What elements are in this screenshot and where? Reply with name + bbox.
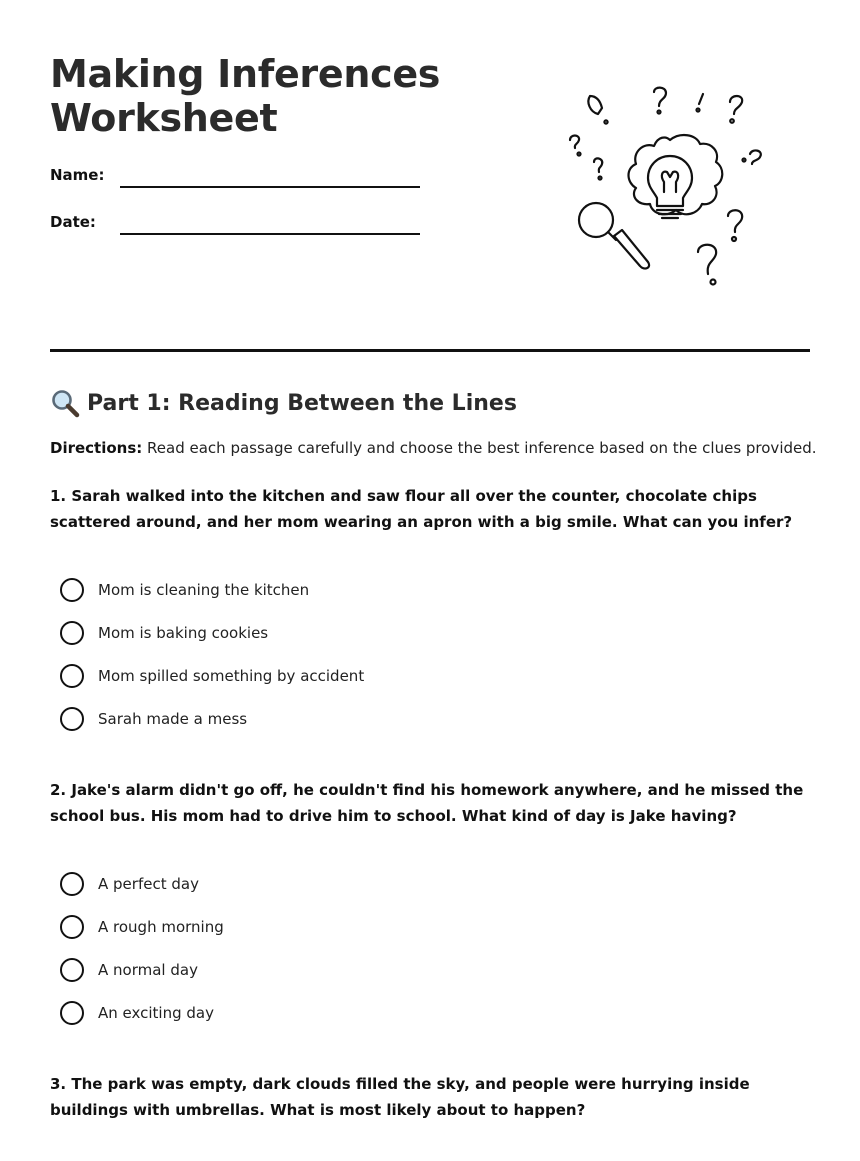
option-label: Mom is cleaning the kitchen: [98, 580, 310, 599]
question-2: 2. Jake's alarm didn't go off, he couldn't find his homework anywhere, and he missed the school bus. His mom had to drive him to school. What kind of day is Jake having?: [50, 781, 804, 825]
worksheet-title: [50, 52, 440, 140]
directions-text: Read each passage carefully and choose the best inference based on the clues provided.: [142, 439, 817, 457]
question-1: 1. Sarah walked into the kitchen and saw flour all over the counter, chocolate chips scattered around, and her mom wearing an apron with a big smile. What can you infer?: [50, 487, 793, 531]
option-label: A rough morning: [98, 917, 224, 936]
cloud-shape: [629, 135, 723, 214]
option-label: Sarah made a mess: [98, 709, 248, 728]
answer-option[interactable]: [60, 905, 224, 948]
option-label: A normal day: [98, 960, 198, 979]
part1-heading: [50, 388, 517, 418]
part1-heading-text: Part 1: Reading Between the Lines: [87, 390, 517, 416]
exclamation-mark-icon: [697, 94, 704, 112]
magnifying-glass-icon: [579, 203, 649, 269]
answer-option[interactable]: [60, 948, 224, 991]
worksheet-title-line-2: Worksheet: [50, 96, 278, 140]
option-label: Mom is baking cookies: [98, 623, 269, 642]
question-1-options: [60, 568, 364, 740]
radio-button[interactable]: [60, 707, 84, 731]
option-label: A perfect day: [98, 874, 199, 893]
section-divider: [50, 349, 810, 352]
magnifying-glass-icon: [50, 388, 80, 418]
name-label: Name:: [50, 166, 105, 184]
radio-button[interactable]: [60, 915, 84, 939]
answer-option[interactable]: [60, 654, 364, 697]
answer-option[interactable]: [60, 862, 224, 905]
lightbulb-icon: [648, 156, 692, 218]
radio-button[interactable]: [60, 1001, 84, 1025]
radio-button[interactable]: [60, 872, 84, 896]
question-3: 3. The park was empty, dark clouds filled the sky, and people were hurrying inside buildings with umbrellas. What is most likely about to happen?: [50, 1075, 750, 1119]
radio-button[interactable]: [60, 958, 84, 982]
question-2-options: [60, 862, 224, 1034]
worksheet-title-line-1: Making Inferences: [50, 52, 441, 96]
radio-button[interactable]: [60, 621, 84, 645]
answer-option[interactable]: [60, 568, 364, 611]
name-field-line[interactable]: [120, 186, 420, 188]
directions: [50, 439, 820, 457]
radio-button[interactable]: [60, 578, 84, 602]
question-mark-icon: [570, 88, 761, 285]
radio-button[interactable]: [60, 664, 84, 688]
lightbulb-illustration: [560, 82, 780, 287]
option-label: Mom spilled something by accident: [98, 666, 365, 685]
date-label: Date:: [50, 213, 96, 231]
option-label: An exciting day: [98, 1003, 214, 1022]
date-field-line[interactable]: [120, 233, 420, 235]
answer-option[interactable]: [60, 991, 224, 1034]
directions-label: Directions:: [50, 439, 143, 457]
answer-option[interactable]: [60, 611, 364, 654]
answer-option[interactable]: [60, 697, 364, 740]
